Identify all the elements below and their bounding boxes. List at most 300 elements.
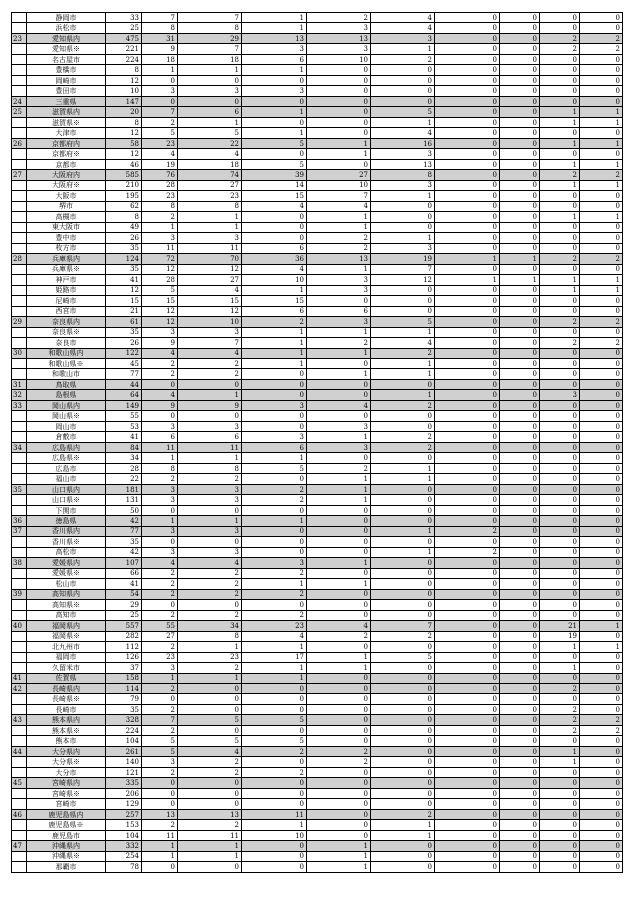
cell-col-12: 0: [580, 495, 623, 505]
cell-col-11: 0: [540, 600, 580, 610]
cell-col-11: 0: [540, 369, 580, 379]
cell-col-4: 0: [142, 379, 178, 389]
cell-col-3: 195: [106, 191, 142, 201]
cell-col-9: 0: [435, 746, 500, 756]
cell-col-8: 2: [371, 442, 435, 452]
cell-col-9: 0: [435, 54, 500, 64]
cell-col-5: 2: [178, 610, 242, 620]
cell-col-11: 1: [540, 117, 580, 127]
cell-col-6: 13: [242, 33, 307, 43]
cell-col-7: 0: [307, 159, 371, 169]
cell-pref-name: 豊田市: [27, 86, 106, 96]
cell-pref-no: 25: [12, 107, 27, 117]
cell-col-3: 112: [106, 642, 142, 652]
cell-col-5: 6: [178, 107, 242, 117]
cell-col-6: 1: [242, 348, 307, 358]
table-row: [12, 285, 623, 295]
table-row: [12, 505, 623, 515]
cell-pref-name: 京都府※: [27, 149, 106, 159]
cell-col-5: 5: [178, 736, 242, 746]
cell-col-4: 28: [142, 275, 178, 285]
cell-col-6: 6: [242, 442, 307, 452]
cell-col-12: 1: [580, 180, 623, 190]
cell-col-4: 8: [142, 201, 178, 211]
cell-col-4: 2: [142, 589, 178, 599]
cell-col-10: 0: [500, 358, 540, 368]
cell-pref-no: [12, 799, 27, 809]
cell-col-9: 0: [435, 757, 500, 767]
cell-col-11: 0: [540, 453, 580, 463]
table-row: [12, 820, 623, 830]
cell-col-10: 1: [500, 254, 540, 264]
cell-pref-no: 31: [12, 379, 27, 389]
cell-col-5: 0: [178, 600, 242, 610]
cell-col-6: 0: [242, 212, 307, 222]
cell-col-3: 158: [106, 673, 142, 683]
cell-col-4: 0: [142, 411, 178, 421]
cell-pref-name: 東大阪市: [27, 222, 106, 232]
cell-pref-no: [12, 767, 27, 777]
cell-col-7: 0: [307, 117, 371, 127]
cell-col-12: 0: [580, 463, 623, 473]
cell-col-11: 0: [540, 547, 580, 557]
cell-col-3: 84: [106, 442, 142, 452]
cell-col-9: 0: [435, 317, 500, 327]
cell-col-3: 25: [106, 23, 142, 33]
cell-col-10: 0: [500, 128, 540, 138]
cell-col-3: 131: [106, 495, 142, 505]
cell-pref-no: [12, 694, 27, 704]
cell-col-3: 12: [106, 75, 142, 85]
cell-col-11: 0: [540, 264, 580, 274]
cell-col-6: 39: [242, 170, 307, 180]
cell-col-10: 0: [500, 725, 540, 735]
cell-col-3: 37: [106, 663, 142, 673]
cell-col-10: 0: [500, 610, 540, 620]
cell-pref-name: 長崎県内: [27, 684, 106, 694]
cell-col-4: 1: [142, 841, 178, 851]
cell-col-8: 0: [371, 757, 435, 767]
table-body: [12, 13, 623, 873]
cell-col-6: 1: [242, 107, 307, 117]
table-row: [12, 44, 623, 54]
cell-col-6: 0: [242, 526, 307, 536]
cell-col-5: 23: [178, 652, 242, 662]
cell-col-5: 0: [178, 379, 242, 389]
cell-pref-name: 尼崎市: [27, 296, 106, 306]
cell-pref-no: 44: [12, 746, 27, 756]
cell-pref-no: [12, 338, 27, 348]
cell-col-10: 0: [500, 296, 540, 306]
cell-col-9: 0: [435, 684, 500, 694]
cell-pref-no: [12, 579, 27, 589]
cell-col-12: 0: [580, 306, 623, 316]
cell-col-6: 3: [242, 432, 307, 442]
cell-col-8: 1: [371, 233, 435, 243]
cell-col-8: 0: [371, 736, 435, 746]
cell-col-3: 35: [106, 264, 142, 274]
cell-col-3: 475: [106, 33, 142, 43]
cell-col-6: 2: [242, 767, 307, 777]
cell-col-4: 1: [142, 453, 178, 463]
cell-col-11: 2: [540, 338, 580, 348]
cell-col-9: 0: [435, 348, 500, 358]
cell-pref-name: 西宮市: [27, 306, 106, 316]
cell-pref-name: 大阪府内: [27, 170, 106, 180]
cell-pref-name: 広島市: [27, 463, 106, 473]
cell-col-5: 0: [178, 778, 242, 788]
table-row: [12, 170, 623, 180]
cell-col-11: 0: [540, 358, 580, 368]
cell-col-9: 0: [435, 421, 500, 431]
cell-col-7: 7: [307, 191, 371, 201]
table-row: [12, 348, 623, 358]
cell-col-11: 1: [540, 275, 580, 285]
cell-pref-no: 26: [12, 138, 27, 148]
cell-col-10: 0: [500, 778, 540, 788]
cell-col-5: 8: [178, 631, 242, 641]
cell-col-12: 0: [580, 673, 623, 683]
table-row: [12, 233, 623, 243]
cell-pref-no: [12, 117, 27, 127]
cell-col-7: 2: [307, 233, 371, 243]
cell-col-5: 1: [178, 453, 242, 463]
cell-col-9: 1: [435, 275, 500, 285]
table-row: [12, 484, 623, 494]
cell-col-4: 23: [142, 191, 178, 201]
cell-col-12: 1: [580, 138, 623, 148]
cell-col-9: 0: [435, 107, 500, 117]
cell-pref-no: 32: [12, 390, 27, 400]
cell-col-9: 0: [435, 799, 500, 809]
cell-col-7: 4: [307, 621, 371, 631]
cell-col-12: 0: [580, 757, 623, 767]
cell-col-9: 0: [435, 23, 500, 33]
cell-col-8: 0: [371, 306, 435, 316]
cell-col-7: 0: [307, 75, 371, 85]
cell-col-5: 2: [178, 820, 242, 830]
cell-pref-no: [12, 757, 27, 767]
cell-col-12: 0: [580, 86, 623, 96]
cell-pref-no: [12, 432, 27, 442]
cell-pref-name: 京都府内: [27, 138, 106, 148]
cell-pref-no: 23: [12, 33, 27, 43]
cell-col-9: 0: [435, 841, 500, 851]
cell-col-5: 8: [178, 463, 242, 473]
cell-pref-no: [12, 44, 27, 54]
cell-pref-no: [12, 830, 27, 840]
cell-col-12: 0: [580, 589, 623, 599]
cell-col-4: 18: [142, 54, 178, 64]
cell-pref-name: 三重県: [27, 96, 106, 106]
table-row: [12, 243, 623, 253]
cell-col-7: 0: [307, 107, 371, 117]
cell-col-6: 0: [242, 505, 307, 515]
table-row: [12, 851, 623, 861]
cell-col-5: 0: [178, 862, 242, 873]
cell-col-6: 0: [242, 75, 307, 85]
cell-col-9: 0: [435, 463, 500, 473]
cell-col-11: 0: [540, 537, 580, 547]
cell-col-11: 1: [540, 746, 580, 756]
cell-col-7: 3: [307, 285, 371, 295]
cell-col-4: 4: [142, 348, 178, 358]
cell-col-12: 0: [580, 526, 623, 536]
cell-col-6: 11: [242, 809, 307, 819]
cell-col-9: 0: [435, 568, 500, 578]
cell-col-3: 42: [106, 516, 142, 526]
cell-col-12: 2: [580, 317, 623, 327]
cell-col-5: 6: [178, 432, 242, 442]
table-row: [12, 107, 623, 117]
cell-col-6: 0: [242, 851, 307, 861]
cell-col-5: 0: [178, 505, 242, 515]
cell-col-12: 0: [580, 746, 623, 756]
cell-col-4: 2: [142, 820, 178, 830]
cell-col-5: 29: [178, 33, 242, 43]
cell-col-8: 0: [371, 65, 435, 75]
cell-pref-name: 佐賀県: [27, 673, 106, 683]
cell-col-8: 2: [371, 432, 435, 442]
cell-col-10: 0: [500, 117, 540, 127]
cell-col-11: 0: [540, 191, 580, 201]
cell-col-10: 0: [500, 516, 540, 526]
cell-col-3: 45: [106, 358, 142, 368]
cell-col-7: 1: [307, 369, 371, 379]
cell-col-7: 0: [307, 65, 371, 75]
cell-col-6: 4: [242, 631, 307, 641]
cell-col-4: 3: [142, 484, 178, 494]
cell-col-12: 0: [580, 442, 623, 452]
cell-pref-name: 岡山県内: [27, 400, 106, 410]
cell-col-7: 10: [307, 54, 371, 64]
cell-col-11: 3: [540, 390, 580, 400]
cell-col-7: 0: [307, 684, 371, 694]
cell-col-3: 26: [106, 233, 142, 243]
cell-col-12: 0: [580, 516, 623, 526]
cell-col-3: 328: [106, 715, 142, 725]
cell-col-12: 2: [580, 254, 623, 264]
cell-col-7: 0: [307, 526, 371, 536]
cell-col-9: 0: [435, 704, 500, 714]
cell-col-4: 4: [142, 390, 178, 400]
cell-col-3: 41: [106, 579, 142, 589]
cell-col-9: 0: [435, 264, 500, 274]
cell-col-7: 0: [307, 453, 371, 463]
cell-col-10: 0: [500, 558, 540, 568]
cell-col-3: 12: [106, 149, 142, 159]
cell-col-11: 0: [540, 13, 580, 23]
cell-col-5: 2: [178, 579, 242, 589]
cell-col-8: 3: [371, 243, 435, 253]
table-row: [12, 201, 623, 211]
cell-col-8: 0: [371, 558, 435, 568]
cell-pref-name: 山口県※: [27, 495, 106, 505]
cell-pref-no: 45: [12, 778, 27, 788]
table-row: [12, 474, 623, 484]
cell-col-5: 7: [178, 44, 242, 54]
cell-pref-no: [12, 547, 27, 557]
cell-col-8: 0: [371, 610, 435, 620]
table-row: [12, 317, 623, 327]
cell-col-3: 210: [106, 180, 142, 190]
cell-col-12: 1: [580, 621, 623, 631]
cell-col-6: 0: [242, 96, 307, 106]
cell-col-9: 0: [435, 117, 500, 127]
cell-col-9: 0: [435, 631, 500, 641]
cell-pref-name: 京都市: [27, 159, 106, 169]
cell-col-9: 0: [435, 170, 500, 180]
cell-col-4: 0: [142, 505, 178, 515]
cell-col-9: 0: [435, 579, 500, 589]
cell-col-3: 282: [106, 631, 142, 641]
cell-col-10: 0: [500, 694, 540, 704]
cell-col-4: 2: [142, 725, 178, 735]
cell-pref-no: [12, 264, 27, 274]
cell-col-11: 0: [540, 673, 580, 683]
table-row: [12, 117, 623, 127]
cell-col-11: 0: [540, 65, 580, 75]
cell-col-5: 5: [178, 128, 242, 138]
cell-col-4: 1: [142, 516, 178, 526]
table-row: [12, 254, 623, 264]
cell-col-8: 2: [371, 348, 435, 358]
cell-col-7: 1: [307, 432, 371, 442]
cell-col-5: 2: [178, 589, 242, 599]
cell-col-8: 16: [371, 138, 435, 148]
cell-col-6: 0: [242, 704, 307, 714]
cell-col-10: 0: [500, 317, 540, 327]
cell-col-6: 0: [242, 474, 307, 484]
cell-pref-name: 枚方市: [27, 243, 106, 253]
cell-col-7: 2: [307, 746, 371, 756]
cell-pref-no: [12, 54, 27, 64]
cell-pref-no: 39: [12, 589, 27, 599]
cell-col-8: 1: [371, 547, 435, 557]
cell-col-12: 0: [580, 264, 623, 274]
cell-col-7: 2: [307, 13, 371, 23]
cell-col-6: 5: [242, 138, 307, 148]
cell-col-3: 61: [106, 317, 142, 327]
cell-col-9: 0: [435, 243, 500, 253]
cell-col-9: 0: [435, 442, 500, 452]
cell-col-4: 23: [142, 138, 178, 148]
table-row: [12, 537, 623, 547]
cell-col-5: 12: [178, 264, 242, 274]
cell-col-11: 0: [540, 379, 580, 389]
cell-col-10: 0: [500, 746, 540, 756]
cell-pref-name: 鹿児島県※: [27, 820, 106, 830]
cell-col-6: 2: [242, 495, 307, 505]
cell-col-8: 0: [371, 788, 435, 798]
table-row: [12, 558, 623, 568]
cell-col-12: 0: [580, 547, 623, 557]
cell-pref-no: 42: [12, 684, 27, 694]
cell-col-9: 0: [435, 600, 500, 610]
cell-col-10: 0: [500, 589, 540, 599]
cell-col-11: 0: [540, 568, 580, 578]
cell-col-3: 35: [106, 537, 142, 547]
cell-col-5: 3: [178, 327, 242, 337]
cell-pref-name: 高槻市: [27, 212, 106, 222]
cell-col-12: 0: [580, 767, 623, 777]
cell-col-9: 0: [435, 663, 500, 673]
cell-col-4: 2: [142, 684, 178, 694]
cell-col-12: 0: [580, 23, 623, 33]
cell-col-4: 0: [142, 96, 178, 106]
cell-col-5: 5: [178, 715, 242, 725]
cell-pref-name: 兵庫県内: [27, 254, 106, 264]
cell-col-11: 1: [540, 212, 580, 222]
cell-col-8: 5: [371, 317, 435, 327]
cell-col-9: 0: [435, 379, 500, 389]
cell-col-10: 0: [500, 442, 540, 452]
cell-pref-no: [12, 474, 27, 484]
cell-col-8: 0: [371, 75, 435, 85]
table-row: [12, 463, 623, 473]
cell-col-11: 0: [540, 862, 580, 873]
cell-col-12: 0: [580, 411, 623, 421]
cell-col-6: 36: [242, 254, 307, 264]
cell-col-12: 0: [580, 348, 623, 358]
cell-col-6: 15: [242, 191, 307, 201]
cell-col-12: 2: [580, 715, 623, 725]
cell-col-4: 12: [142, 317, 178, 327]
cell-col-12: 1: [580, 285, 623, 295]
cell-col-9: 0: [435, 201, 500, 211]
cell-col-5: 13: [178, 809, 242, 819]
cell-col-4: 2: [142, 474, 178, 484]
cell-col-4: 2: [142, 212, 178, 222]
cell-col-9: 0: [435, 65, 500, 75]
cell-col-12: 0: [580, 65, 623, 75]
cell-col-7: 6: [307, 306, 371, 316]
cell-pref-name: 愛知県内: [27, 33, 106, 43]
cell-col-7: 13: [307, 254, 371, 264]
cell-col-10: 0: [500, 631, 540, 641]
cell-col-4: 1: [142, 851, 178, 861]
cell-col-5: 0: [178, 788, 242, 798]
table-row: [12, 495, 623, 505]
cell-col-3: 8: [106, 65, 142, 75]
cell-col-11: 0: [540, 463, 580, 473]
cell-col-4: 3: [142, 327, 178, 337]
cell-pref-no: [12, 285, 27, 295]
cell-col-6: 1: [242, 516, 307, 526]
cell-col-6: 0: [242, 841, 307, 851]
table-row: [12, 390, 623, 400]
cell-col-5: 2: [178, 358, 242, 368]
cell-pref-no: 43: [12, 715, 27, 725]
cell-col-12: 0: [580, 358, 623, 368]
cell-col-4: 0: [142, 778, 178, 788]
cell-col-3: 261: [106, 746, 142, 756]
cell-col-9: 0: [435, 862, 500, 873]
cell-col-7: 0: [307, 537, 371, 547]
cell-col-11: 0: [540, 348, 580, 358]
cell-col-11: 2: [540, 33, 580, 43]
cell-col-10: 0: [500, 170, 540, 180]
cell-col-6: 0: [242, 788, 307, 798]
cell-col-5: 22: [178, 138, 242, 148]
cell-col-10: 0: [500, 484, 540, 494]
cell-col-10: 0: [500, 568, 540, 578]
cell-col-3: 181: [106, 484, 142, 494]
cell-col-7: 10: [307, 180, 371, 190]
cell-col-7: 0: [307, 809, 371, 819]
cell-col-3: 8: [106, 212, 142, 222]
cell-pref-name: 大阪府※: [27, 180, 106, 190]
